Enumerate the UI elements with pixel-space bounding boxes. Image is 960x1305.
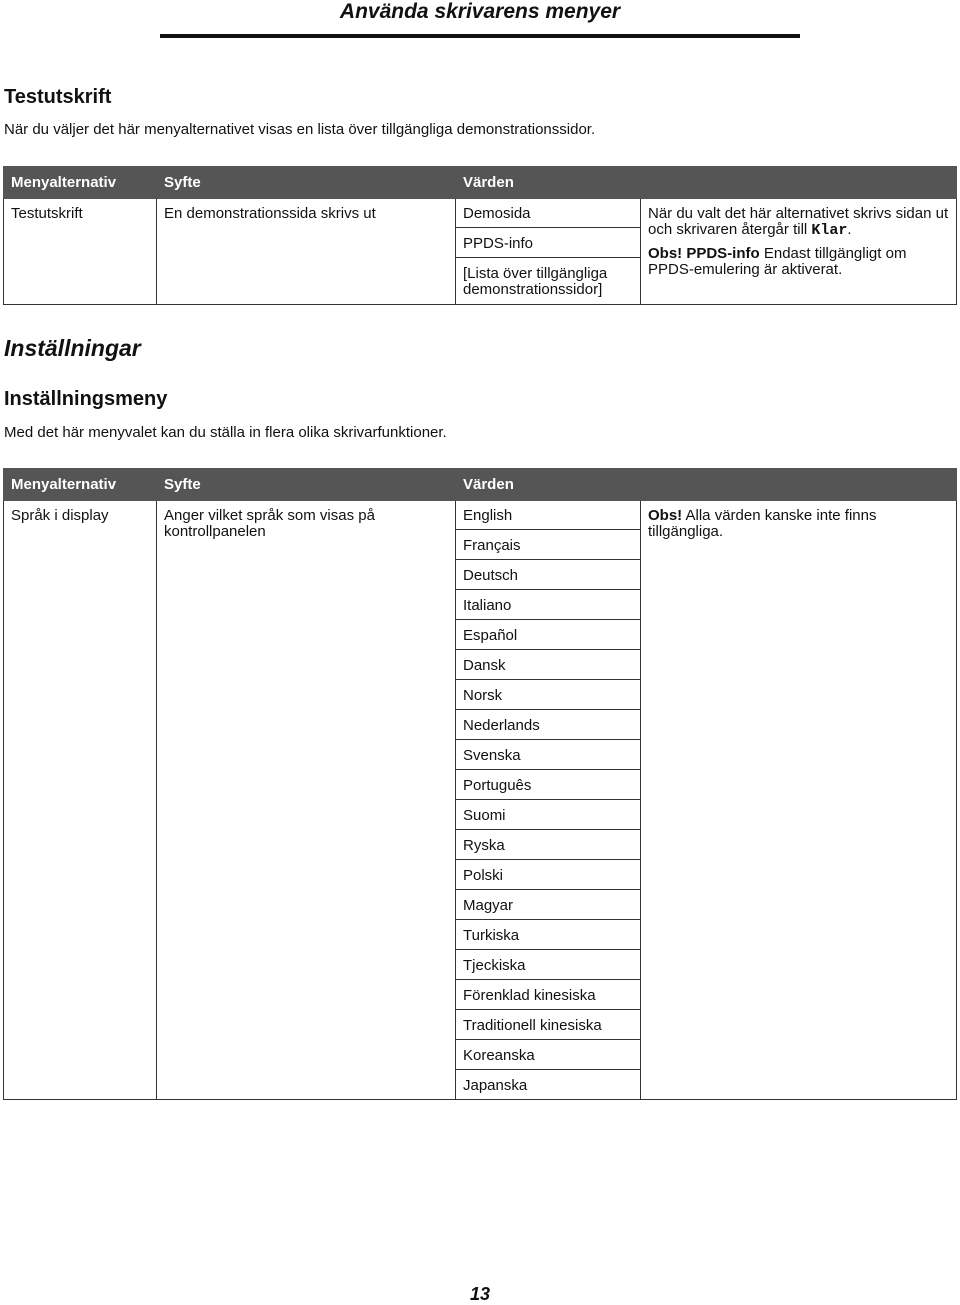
value-item: Förenklad kinesiska bbox=[456, 979, 640, 1009]
page-header-title: Använda skrivarens menyer bbox=[339, 0, 621, 23]
column-header-menu-item: Menyalternativ bbox=[4, 469, 157, 501]
settings-menu-table bbox=[3, 468, 957, 1100]
value-item: Turkiska bbox=[456, 919, 640, 949]
section-heading-testutskrift: Testutskrift bbox=[4, 86, 112, 108]
value-item: Koreanska bbox=[456, 1039, 640, 1069]
value-item: Português bbox=[456, 769, 640, 799]
value-item: Demosida bbox=[463, 205, 531, 222]
obs-label: Obs! bbox=[648, 507, 683, 524]
column-header-purpose: Syfte bbox=[157, 167, 456, 199]
column-header-purpose: Syfte bbox=[157, 469, 456, 501]
note-code: Klar bbox=[811, 222, 848, 239]
value-item: Norsk bbox=[456, 679, 640, 709]
value-item: Italiano bbox=[456, 589, 640, 619]
page-header bbox=[160, 0, 800, 38]
table-row bbox=[4, 199, 957, 305]
column-header-menu-item: Menyalternativ bbox=[4, 167, 157, 199]
test-menu-table bbox=[3, 166, 957, 305]
section-heading-installningsmeny: Inställningsmeny bbox=[4, 388, 168, 410]
value-item: Ryska bbox=[456, 829, 640, 859]
value-item: Svenska bbox=[456, 739, 640, 769]
section-intro-testutskrift: När du väljer det här menyalternativet visas en lista över tillgängliga demonstrationssidor. bbox=[4, 121, 596, 138]
section-intro-installningsmeny: Med det här menyvalet kan du ställa in flera olika skrivarfunktioner. bbox=[4, 424, 447, 441]
value-item: Polski bbox=[456, 859, 640, 889]
column-header-values: Värden bbox=[456, 469, 641, 501]
cell-note bbox=[641, 199, 957, 305]
value-item: Suomi bbox=[456, 799, 640, 829]
obs-text: Endast tillgängligt om PPDS-emulering är aktiverat. bbox=[648, 245, 907, 278]
table-row bbox=[4, 501, 957, 1100]
value-item: Magyar bbox=[456, 889, 640, 919]
cell-values bbox=[456, 501, 641, 1100]
value-item: Tjeckiska bbox=[456, 949, 640, 979]
table-header-row bbox=[4, 167, 957, 199]
note-paragraph bbox=[648, 206, 949, 239]
cell-purpose: Anger vilket språk som visas på kontrollpanelen bbox=[157, 501, 456, 1100]
column-header-values: Värden bbox=[456, 167, 641, 199]
cell-menu-item: Testutskrift bbox=[4, 199, 157, 305]
cell-values bbox=[456, 199, 641, 305]
cell-purpose: En demonstrationssida skrivs ut bbox=[157, 199, 456, 305]
obs-text: Alla värden kanske inte finns tillgängliga. bbox=[648, 507, 877, 540]
cell-note bbox=[641, 501, 957, 1100]
cell-menu-item: Språk i display bbox=[4, 501, 157, 1100]
table-header-row bbox=[4, 469, 957, 501]
value-item: Español bbox=[456, 619, 640, 649]
value-item: PPDS-info bbox=[456, 227, 640, 257]
chapter-heading-installningar: Inställningar bbox=[4, 335, 141, 361]
column-header-notes bbox=[641, 469, 957, 501]
page-number: 13 bbox=[469, 1284, 491, 1304]
value-item: Nederlands bbox=[456, 709, 640, 739]
note-period: . bbox=[847, 221, 852, 238]
obs-term: PPDS-info bbox=[686, 245, 760, 262]
obs-label: Obs! bbox=[648, 245, 683, 262]
note-text: När du valt det här alternativet skrivs sidan ut och skrivaren återgår till bbox=[648, 205, 949, 238]
obs-paragraph bbox=[648, 246, 949, 278]
value-item: Deutsch bbox=[456, 559, 640, 589]
value-item: Traditionell kinesiska bbox=[456, 1009, 640, 1039]
column-header-notes bbox=[641, 167, 957, 199]
value-item: Français bbox=[456, 529, 640, 559]
value-item: English bbox=[463, 507, 513, 524]
value-item: [Lista över tillgängliga demonstrationssidor] bbox=[456, 257, 640, 304]
value-item: Japanska bbox=[456, 1069, 640, 1099]
value-item: Dansk bbox=[456, 649, 640, 679]
